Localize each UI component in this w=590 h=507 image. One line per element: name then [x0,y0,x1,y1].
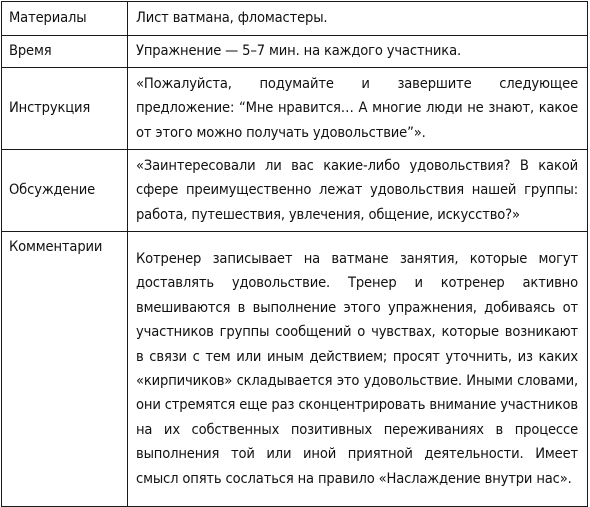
row-value-materials [128,2,588,36]
table-row-time [2,36,588,68]
row-label-comments: Комментарии [2,232,128,507]
row-label-materials: Материалы [2,2,128,36]
table-row-materials [2,2,588,36]
row-value-instruction [128,68,588,150]
row-value-comments-text: Котренер записывает на ватмане занятия, которые могут доставлять удовольствие. Тренер и котренер активно вмешиваются в выполнение этого упражнения, добиваясь от участников группы сообщений о чувствах, которые возникают в связи с тем или иным действием; просят уточнить, из каких «кирпичиков» складывается это удовольствие. Иными словами, они стремятся еще раз сконцентрировать внимание участников на их собственных позитивных переживаниях в процессе выполнения той или иной приятной деятельности. Имеет смысл опять сослаться на правило «Наслаждение внутри нас». [136,249,578,487]
row-value-materials-text: Лист ватмана, фломастеры. [136,9,328,27]
row-value-instruction-text: «Пожалуйста, подумайте и завершите следующее предложение: “Мне нравится… А многие люди не знают, какое от этого можно получать удовольствие”». [136,74,578,141]
table-row-discussion [2,150,588,232]
row-label-discussion: Обсуждение [2,150,128,232]
row-value-comments [128,232,588,507]
exercise-info-table [1,1,588,507]
row-label-instruction: Инструкция [2,68,128,150]
row-value-discussion-text: «Заинтересовали ли вас какие-либо удовольствия? В какой сфере преимущественно лежат удовольствия нашей группы: работа, путешествия, увлечения, общение, искусство?» [136,156,578,223]
row-label-time: Время [2,36,128,68]
row-value-time-text: Упражнение — 5–7 мин. на каждого участника. [136,42,461,60]
table-row-instruction [2,68,588,150]
table-row-comments [2,232,588,507]
row-value-time [128,36,588,68]
row-value-discussion [128,150,588,232]
